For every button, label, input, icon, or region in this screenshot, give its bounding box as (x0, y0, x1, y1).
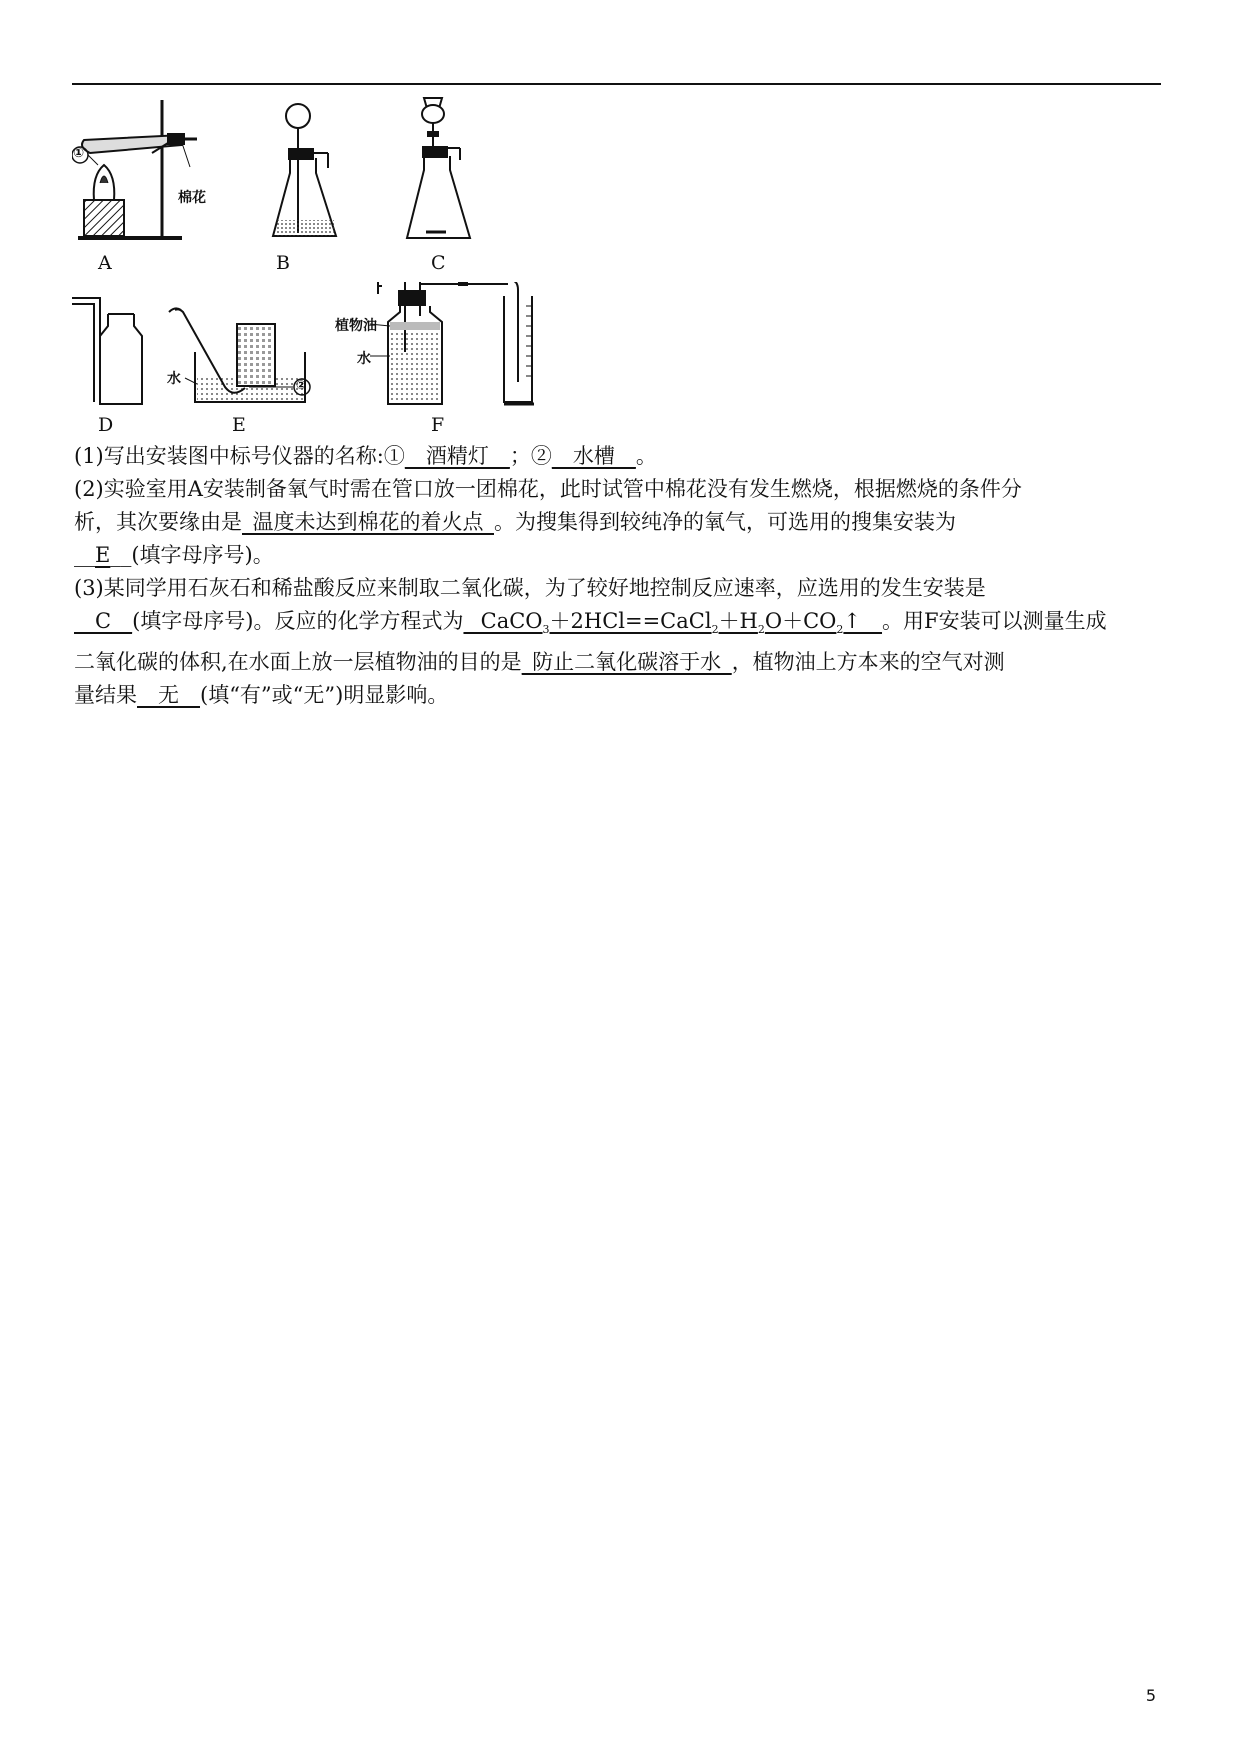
apparatus-f (330, 282, 560, 410)
q2-line3-suffix: (填字母序号)。 (131, 543, 274, 567)
q3-answer-2: _防止二氧化碳溶于水_ (521, 650, 732, 675)
q2-answer-2-post: __ (110, 543, 132, 567)
q1-suffix: 。 (635, 444, 657, 468)
q2-line2-suffix: 。为搜集得到较纯净的氧气，可选用的搜集安装为 (494, 510, 956, 534)
q3-answer-1: __C__ (74, 609, 133, 633)
label-b: B (276, 252, 290, 274)
header-rule (72, 83, 1161, 85)
e-water-label: 水 (167, 371, 181, 387)
apparatus-e (165, 302, 325, 410)
q3-equation (463, 609, 883, 637)
apparatus-d (72, 292, 152, 410)
a-marker-label: ① (73, 146, 85, 161)
label-a: A (98, 252, 112, 274)
q1-answer-1: __酒精灯__ (404, 444, 510, 468)
eq-sub-4: 2 (836, 623, 844, 637)
q3-line2-mid: (填字母序号)。反应的化学方程式为 (132, 609, 464, 633)
eq-part-2: ＋2HCl==CaCl (549, 609, 712, 633)
q2-answer-2-pre: __ (74, 543, 95, 567)
q1-answer-2: __水槽__ (551, 444, 636, 468)
eq-part-5: ↑__ (843, 609, 883, 633)
apparatus-b-drawing (268, 98, 348, 246)
q3-line3-prefix: 二氧化碳的体积,在水面上放一层植物油的目的是 (74, 650, 522, 675)
label-d: D (98, 414, 114, 436)
q2-line-2 (74, 506, 1174, 539)
eq-sub-3: 2 (757, 623, 765, 637)
q3-line4-suffix: (填“有”或“无”)明显影响。 (200, 683, 449, 708)
page-number: 5 (1145, 1686, 1156, 1705)
label-c: C (431, 252, 446, 274)
q2-line-3 (74, 539, 1174, 572)
q1-prefix: (1)写出安装图中标号仪器的名称:① (74, 444, 405, 468)
apparatus-f-drawing (330, 282, 560, 410)
q3-answer-3: __无__ (137, 683, 200, 708)
apparatus-c-drawing (402, 88, 482, 246)
a-cotton-label: 棉花 (178, 190, 206, 206)
f-oil-label: 植物油 (335, 318, 377, 334)
apparatus-b (268, 98, 348, 246)
eq-part-1: _ CaCO (463, 609, 543, 633)
apparatus-c (402, 88, 482, 246)
f-water-label: 水 (357, 351, 371, 367)
q3-line2-suffix: 。用F安装可以测量生成 (882, 609, 1107, 633)
q2-answer-1: _温度未达到棉花的着火点_ (242, 510, 494, 534)
q2-line-1: (2)实验室用A安装制备氧气时需在管口放一团棉花，此时试管中棉花没有发生燃烧，根据燃烧的条件分 (74, 477, 1022, 501)
q2-line2-prefix: 析，其次要缘由是 (74, 510, 242, 534)
apparatus-d-drawing (72, 292, 152, 410)
q3-line4-prefix: 量结果 (74, 683, 137, 708)
q3-line-2 (74, 605, 1174, 646)
q1-line (74, 440, 1174, 473)
eq-part-4: O＋CO (764, 609, 837, 633)
eq-sub-1: 3 (542, 623, 550, 637)
e-marker-label: ② (296, 378, 307, 392)
q3-line-4 (74, 679, 1174, 712)
apparatus-e-drawing (165, 302, 325, 410)
apparatus-a (72, 95, 232, 245)
q2-answer-2: E (95, 543, 111, 567)
eq-part-3: ＋H (718, 609, 758, 633)
q3-line-3 (74, 646, 1174, 679)
q3-line-1: (3)某同学用石灰石和稀盐酸反应来制取二氧化碳，为了较好地控制反应速率，应选用的发生安装是 (74, 576, 986, 600)
question-text (74, 440, 1174, 712)
apparatus-a-drawing (72, 95, 232, 245)
label-f: F (431, 414, 445, 436)
q3-line3-suffix: ，植物油上方本来的空气对测 (731, 650, 1005, 675)
q1-middle: ；② (509, 444, 552, 468)
eq-sub-2: 2 (711, 623, 719, 637)
label-e: E (232, 414, 246, 436)
